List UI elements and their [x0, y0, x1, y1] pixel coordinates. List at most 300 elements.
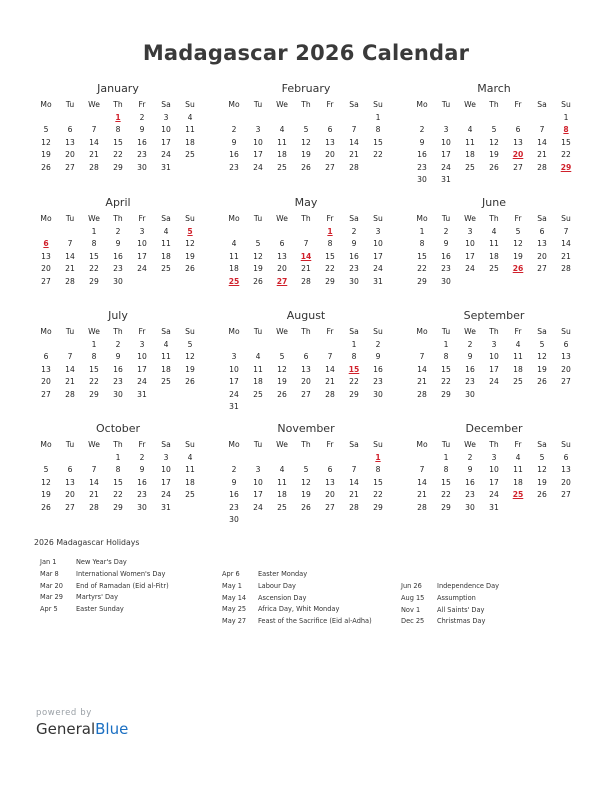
day-cell: 13 [325, 137, 335, 147]
day-cell: 29 [373, 502, 383, 512]
day-cell: 27 [561, 377, 571, 386]
day-cell: 7 [303, 239, 309, 248]
day-cell: 28 [537, 162, 547, 172]
holiday-name: End of Ramadan (Eid al-Fitr) [76, 581, 169, 590]
day-cell: 21 [325, 377, 335, 386]
day-cell: 25 [277, 502, 287, 512]
day-cell: 18 [253, 377, 263, 386]
holiday-name: Feast of the Sacrifice (Eid al-Adha) [258, 617, 372, 626]
day-cell: 17 [229, 377, 239, 386]
day-cell: 2 [139, 112, 145, 122]
day-cell: 6 [67, 125, 73, 134]
day-cell: 26 [41, 162, 51, 172]
holiday-date: May 1 [222, 581, 242, 590]
day-cell: 15 [373, 137, 383, 147]
day-cell: 21 [65, 377, 75, 386]
weekday-header: Mo [416, 327, 428, 336]
weekday-header: Th [113, 327, 123, 336]
weekday-header: Tu [441, 100, 451, 109]
weekday-header: Su [561, 440, 571, 449]
day-cell: 29 [89, 276, 99, 286]
day-cell: 8 [443, 352, 449, 361]
day-cell: 4 [187, 452, 193, 462]
day-cell: 26 [301, 162, 311, 172]
day-cell: 5 [539, 339, 545, 349]
day-cell: 4 [515, 452, 521, 462]
weekday-header: Mo [40, 327, 52, 336]
holiday-item [401, 593, 499, 605]
day-cell: 26 [41, 502, 51, 512]
day-cell: 18 [277, 490, 287, 499]
day-cell: 1 [91, 226, 97, 236]
holiday-name: Christmas Day [437, 617, 486, 626]
day-cell: 23 [113, 377, 123, 386]
day-cell: 23 [113, 264, 123, 273]
day-grid [34, 439, 202, 514]
day-cell: 31 [489, 502, 499, 512]
day-cell: 9 [467, 352, 473, 361]
empty-cell [270, 226, 294, 239]
day-cell: 19 [185, 364, 195, 374]
day-cell: 19 [41, 150, 51, 159]
day-cell: 6 [327, 125, 333, 134]
day-cell: 2 [115, 226, 121, 236]
day-cell: 8 [91, 239, 97, 248]
day-cell: 4 [163, 226, 169, 236]
day-cell: 9 [139, 125, 145, 134]
weekday-header: Th [489, 327, 499, 336]
weekday-header: Th [301, 100, 311, 109]
day-cell: 10 [253, 137, 263, 147]
empty-cell [58, 452, 82, 465]
day-cell: 11 [185, 125, 195, 134]
weekday-header: Su [373, 100, 383, 109]
holiday-date: Jan 1 [40, 558, 57, 566]
holiday-item [40, 581, 169, 593]
empty-cell [222, 112, 246, 125]
day-grid [34, 213, 202, 288]
month-november [222, 422, 390, 527]
holiday-date: Apr 5 [40, 605, 58, 614]
day-cell: 13 [513, 137, 523, 147]
day-cell: 28 [417, 389, 427, 399]
empty-cell [506, 112, 530, 125]
weekday-header: Tu [253, 100, 263, 109]
weekday-header: Su [185, 440, 195, 449]
weekday-header: Mo [228, 214, 240, 223]
day-cell: 16 [465, 477, 475, 487]
day-cell: 20 [41, 377, 51, 386]
weekday-header: Sa [349, 440, 359, 449]
day-cell: 5 [43, 125, 49, 134]
day-cell: 7 [91, 125, 97, 134]
weekday-header: Su [561, 214, 571, 223]
day-cell: 12 [185, 352, 195, 361]
day-cell: 22 [89, 377, 99, 386]
day-cell: 15 [373, 477, 383, 487]
day-cell: 8 [443, 465, 449, 474]
day-cell: 30 [137, 502, 147, 512]
day-cell: 18 [185, 477, 195, 487]
brand-footer [36, 708, 128, 738]
day-cell: 23 [137, 490, 147, 499]
holiday-day: 14 [300, 251, 312, 261]
day-cell: 18 [513, 477, 523, 487]
day-cell: 3 [163, 452, 169, 462]
day-cell: 24 [161, 150, 171, 159]
day-cell: 25 [161, 264, 171, 273]
day-cell: 6 [539, 226, 545, 236]
weekday-header: Su [373, 327, 383, 336]
empty-cell [270, 339, 294, 352]
day-cell: 8 [115, 465, 121, 474]
weekday-header: Sa [349, 100, 359, 109]
day-cell: 21 [301, 264, 311, 273]
weekday-header: Th [489, 440, 499, 449]
holiday-date: Nov 1 [401, 605, 421, 614]
weekday-header: We [464, 327, 476, 336]
weekday-header: Mo [416, 214, 428, 223]
month-name: December [465, 422, 523, 435]
day-cell: 27 [537, 264, 547, 273]
day-cell: 7 [67, 352, 73, 361]
holiday-date: Apr 6 [222, 570, 240, 578]
day-cell: 11 [253, 364, 263, 374]
weekday-header: Th [489, 214, 499, 223]
day-cell: 20 [301, 377, 311, 386]
day-cell: 5 [303, 125, 309, 134]
day-cell: 25 [185, 490, 195, 499]
holiday-item [401, 605, 499, 617]
day-cell: 27 [41, 389, 51, 399]
day-cell: 9 [115, 352, 121, 361]
day-cell: 6 [327, 465, 333, 474]
day-cell: 2 [375, 339, 381, 349]
day-cell: 29 [349, 389, 359, 399]
day-grid [410, 213, 578, 288]
weekday-header: We [276, 214, 288, 223]
empty-cell [34, 112, 58, 125]
day-cell: 14 [65, 364, 75, 374]
day-cell: 11 [161, 352, 171, 361]
holiday-date: Mar 20 [40, 581, 63, 590]
empty-cell [34, 226, 58, 239]
weekday-header: Mo [416, 440, 428, 449]
holiday-date: Mar 29 [40, 593, 63, 602]
day-cell: 20 [277, 264, 287, 273]
day-cell: 3 [139, 339, 145, 349]
day-cell: 28 [349, 502, 359, 512]
day-cell: 7 [563, 226, 569, 236]
weekday-header: Sa [537, 327, 547, 336]
day-cell: 16 [373, 364, 383, 374]
weekday-header: Fr [514, 214, 522, 223]
day-cell: 23 [229, 502, 239, 512]
day-cell: 15 [89, 251, 99, 261]
day-cell: 29 [89, 389, 99, 399]
day-cell: 29 [113, 502, 123, 512]
day-cell: 24 [489, 490, 499, 499]
day-cell: 12 [513, 239, 523, 248]
day-cell: 14 [325, 364, 335, 374]
day-cell: 17 [441, 150, 451, 159]
day-cell: 12 [277, 364, 287, 374]
day-cell: 22 [417, 264, 427, 273]
day-cell: 28 [325, 389, 335, 399]
day-cell: 4 [491, 226, 497, 236]
day-cell: 10 [253, 477, 263, 487]
month-name: March [477, 82, 511, 95]
day-cell: 27 [65, 162, 75, 172]
day-cell: 29 [441, 389, 451, 399]
day-cell: 16 [465, 364, 475, 374]
day-cell: 25 [277, 162, 287, 172]
day-cell: 2 [115, 339, 121, 349]
day-cell: 2 [467, 339, 473, 349]
day-cell: 24 [489, 377, 499, 386]
day-cell: 14 [89, 477, 99, 487]
generalblue-logo[interactable] [36, 720, 128, 738]
day-cell: 18 [277, 150, 287, 159]
day-cell: 4 [187, 112, 193, 122]
empty-cell [342, 112, 366, 125]
day-cell: 10 [489, 352, 499, 361]
day-cell: 12 [41, 477, 51, 487]
day-cell: 16 [349, 251, 359, 261]
day-cell: 8 [375, 465, 381, 474]
day-cell: 23 [441, 264, 451, 273]
day-cell: 25 [465, 162, 475, 172]
day-cell: 4 [163, 339, 169, 349]
holiday-day: 1 [115, 112, 121, 122]
day-cell: 15 [417, 251, 427, 261]
empty-cell [294, 112, 318, 125]
day-cell: 13 [277, 251, 287, 261]
weekday-header: Tu [441, 440, 451, 449]
day-cell: 9 [139, 465, 145, 474]
weekday-header: We [276, 440, 288, 449]
holiday-day: 25 [228, 276, 240, 286]
day-cell: 6 [563, 452, 569, 462]
day-cell: 26 [301, 502, 311, 512]
day-cell: 6 [67, 465, 73, 474]
day-cell: 7 [91, 465, 97, 474]
month-name: November [277, 422, 335, 435]
weekday-header: Su [373, 214, 383, 223]
day-cell: 1 [91, 339, 97, 349]
day-cell: 26 [489, 162, 499, 172]
day-cell: 26 [185, 377, 195, 386]
day-cell: 10 [161, 465, 171, 474]
day-cell: 31 [441, 175, 451, 184]
day-cell: 19 [537, 364, 547, 374]
day-cell: 16 [137, 137, 147, 147]
holiday-column-3 [401, 581, 499, 628]
day-cell: 23 [349, 264, 359, 273]
holiday-name: Ascension Day [258, 593, 307, 602]
holidays-title: 2026 Madagascar Holidays [34, 538, 140, 547]
day-grid [34, 326, 202, 401]
day-cell: 9 [231, 477, 237, 487]
month-name: August [286, 309, 326, 322]
day-cell: 27 [513, 162, 523, 172]
day-cell: 20 [325, 150, 335, 159]
day-cell: 29 [417, 276, 427, 286]
weekday-header: We [88, 214, 100, 223]
day-cell: 22 [113, 490, 123, 499]
day-cell: 8 [91, 352, 97, 361]
day-cell: 24 [137, 377, 147, 386]
day-cell: 26 [277, 389, 287, 399]
weekday-header: Tu [253, 214, 263, 223]
day-cell: 5 [515, 226, 521, 236]
empty-cell [58, 112, 82, 125]
day-cell: 10 [465, 239, 475, 248]
day-cell: 4 [515, 339, 521, 349]
day-cell: 18 [513, 364, 523, 374]
empty-cell [246, 452, 270, 465]
day-cell: 14 [349, 477, 359, 487]
day-cell: 31 [137, 389, 147, 399]
weekday-header: Fr [514, 440, 522, 449]
day-cell: 21 [65, 264, 75, 273]
day-cell: 18 [161, 364, 171, 374]
day-cell: 31 [161, 502, 171, 512]
weekday-header: Sa [161, 214, 171, 223]
day-cell: 16 [417, 150, 427, 159]
day-cell: 30 [417, 175, 427, 184]
day-cell: 26 [253, 276, 263, 286]
holiday-item [40, 569, 169, 581]
empty-cell [58, 339, 82, 352]
day-cell: 17 [253, 150, 263, 159]
day-cell: 20 [537, 251, 547, 261]
day-cell: 13 [65, 137, 75, 147]
day-cell: 16 [441, 251, 451, 261]
weekday-header: Tu [253, 440, 263, 449]
day-cell: 11 [513, 352, 523, 361]
day-cell: 23 [229, 162, 239, 172]
day-cell: 10 [229, 364, 239, 374]
day-cell: 30 [349, 276, 359, 286]
month-may [222, 196, 390, 288]
day-cell: 16 [229, 490, 239, 499]
weekday-header: Th [113, 100, 123, 109]
day-cell: 24 [441, 162, 451, 172]
weekday-header: Sa [349, 214, 359, 223]
weekday-header: Mo [40, 100, 52, 109]
day-cell: 15 [113, 477, 123, 487]
weekday-header: We [464, 214, 476, 223]
holiday-item [222, 593, 372, 605]
day-cell: 25 [185, 150, 195, 159]
holiday-day: 5 [187, 226, 193, 236]
month-march [410, 82, 578, 187]
day-cell: 25 [513, 377, 523, 386]
day-cell: 30 [137, 162, 147, 172]
holiday-item [401, 616, 499, 628]
day-cell: 3 [491, 339, 497, 349]
weekday-header: Tu [65, 100, 75, 109]
weekday-header: Fr [326, 214, 334, 223]
day-cell: 31 [229, 402, 239, 411]
weekday-header: Th [301, 214, 311, 223]
day-cell: 8 [115, 125, 121, 134]
holiday-day: 1 [327, 226, 333, 236]
day-cell: 28 [89, 162, 99, 172]
day-cell: 3 [443, 125, 449, 134]
day-cell: 13 [41, 364, 51, 374]
empty-cell [530, 112, 554, 125]
day-cell: 10 [161, 125, 171, 134]
day-cell: 11 [277, 477, 287, 487]
weekday-header: Fr [138, 214, 146, 223]
day-cell: 12 [301, 137, 311, 147]
empty-cell [246, 226, 270, 239]
holiday-name: International Women's Day [76, 569, 166, 578]
empty-cell [410, 452, 434, 465]
day-cell: 13 [41, 251, 51, 261]
day-cell: 21 [89, 490, 99, 499]
day-cell: 26 [537, 377, 547, 386]
day-cell: 16 [229, 150, 239, 159]
empty-cell [222, 226, 246, 239]
day-cell: 4 [279, 125, 285, 134]
powered-by-text: powered by [36, 708, 92, 718]
day-cell: 30 [441, 276, 451, 286]
day-cell: 2 [443, 226, 449, 236]
weekday-header: Tu [253, 327, 263, 336]
holiday-name: All Saints' Day [437, 605, 485, 614]
day-cell: 17 [465, 251, 475, 261]
weekday-header: Su [373, 440, 383, 449]
day-cell: 17 [373, 251, 383, 261]
empty-cell [482, 112, 506, 125]
day-cell: 7 [327, 352, 333, 361]
day-cell: 10 [373, 239, 383, 248]
weekday-header: We [88, 440, 100, 449]
day-cell: 3 [375, 226, 381, 236]
day-cell: 22 [441, 377, 451, 386]
day-cell: 27 [561, 490, 571, 499]
holiday-item [401, 581, 499, 593]
day-cell: 22 [349, 377, 359, 386]
day-cell: 1 [115, 452, 121, 462]
month-february [222, 82, 390, 174]
weekday-header: Sa [349, 327, 359, 336]
day-cell: 24 [465, 264, 475, 273]
empty-cell [34, 339, 58, 352]
day-cell: 21 [537, 150, 547, 159]
day-cell: 12 [489, 137, 499, 147]
day-cell: 2 [419, 125, 425, 134]
day-cell: 30 [373, 389, 383, 399]
day-cell: 17 [137, 364, 147, 374]
day-cell: 8 [327, 239, 333, 248]
weekday-header: We [464, 100, 476, 109]
day-cell: 14 [89, 137, 99, 147]
weekday-header: Mo [228, 100, 240, 109]
day-cell: 6 [515, 125, 521, 134]
day-cell: 12 [537, 465, 547, 474]
day-cell: 27 [325, 162, 335, 172]
day-cell: 1 [563, 112, 569, 122]
holiday-date: Dec 25 [401, 617, 425, 626]
day-cell: 29 [441, 502, 451, 512]
day-cell: 12 [185, 239, 195, 248]
empty-cell [246, 339, 270, 352]
day-cell: 5 [255, 239, 261, 248]
